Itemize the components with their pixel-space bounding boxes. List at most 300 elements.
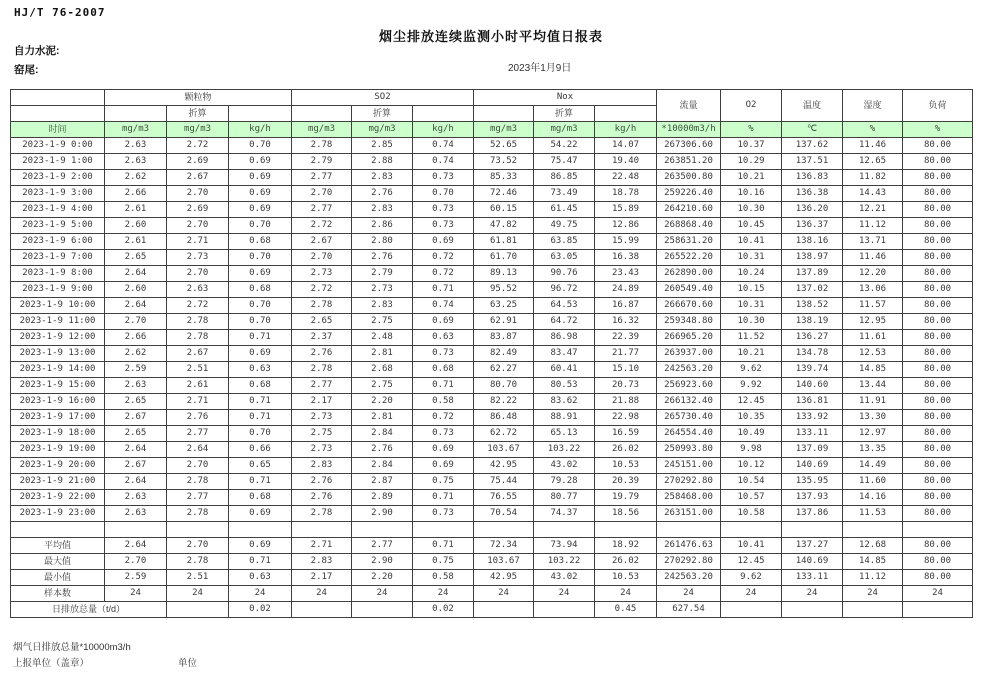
- value-cell: 140.60: [782, 378, 843, 394]
- value-cell: 90.76: [534, 266, 595, 282]
- daily-total-cell: [534, 602, 595, 618]
- value-cell: 10.21: [721, 170, 782, 186]
- summary-value-cell: 103.22: [534, 554, 595, 570]
- value-cell: 24.89: [595, 282, 657, 298]
- spacer-cell: [903, 522, 973, 538]
- value-cell: 0.70: [229, 218, 292, 234]
- value-cell: 10.45: [721, 218, 782, 234]
- value-cell: 2.70: [292, 186, 352, 202]
- value-cell: 74.37: [534, 506, 595, 522]
- value-cell: 10.53: [595, 458, 657, 474]
- summary-value-cell: 24: [657, 586, 721, 602]
- value-cell: 2.73: [292, 442, 352, 458]
- value-cell: 2.48: [352, 330, 413, 346]
- time-cell: 2023-1-9 22:00: [11, 490, 105, 506]
- summary-value-cell: 0.63: [229, 570, 292, 586]
- value-cell: 2.61: [167, 378, 229, 394]
- summary-value-cell: 24: [413, 586, 474, 602]
- col-load: 负荷: [903, 90, 973, 122]
- summary-row: [11, 538, 973, 554]
- summary-value-cell: 2.78: [167, 554, 229, 570]
- summary-label: 最小值: [11, 570, 105, 586]
- summary-value-cell: 24: [229, 586, 292, 602]
- value-cell: 80.00: [903, 266, 973, 282]
- value-cell: 80.00: [903, 282, 973, 298]
- time-header: 时间: [11, 122, 105, 138]
- value-cell: 2.66: [105, 330, 167, 346]
- value-cell: 265730.40: [657, 410, 721, 426]
- value-cell: 2.61: [105, 202, 167, 218]
- hour-row: [11, 442, 973, 458]
- spacer-cell: [843, 522, 903, 538]
- summary-value-cell: 24: [474, 586, 534, 602]
- value-cell: 2.72: [292, 218, 352, 234]
- value-cell: 20.39: [595, 474, 657, 490]
- hour-row: [11, 234, 973, 250]
- value-cell: 80.00: [903, 506, 973, 522]
- value-cell: 70.54: [474, 506, 534, 522]
- summary-value-cell: 0.71: [413, 538, 474, 554]
- value-cell: 10.30: [721, 314, 782, 330]
- unit-label: 单位: [178, 658, 198, 669]
- spacer-cell: [352, 522, 413, 538]
- spacer-cell: [782, 522, 843, 538]
- spacer-cell: [11, 522, 105, 538]
- value-cell: 60.41: [534, 362, 595, 378]
- value-cell: 258631.20: [657, 234, 721, 250]
- value-cell: 61.45: [534, 202, 595, 218]
- unit-cell: mg/m3: [474, 122, 534, 138]
- daily-total-cell: 0.02: [413, 602, 474, 618]
- value-cell: 10.57: [721, 490, 782, 506]
- value-cell: 80.77: [534, 490, 595, 506]
- value-cell: 0.73: [413, 346, 474, 362]
- value-cell: 14.85: [843, 362, 903, 378]
- daily-total-cell: 0.45: [595, 602, 657, 618]
- value-cell: 0.58: [413, 394, 474, 410]
- value-cell: 42.95: [474, 458, 534, 474]
- value-cell: 10.37: [721, 138, 782, 154]
- daily-total-cell: 627.54: [657, 602, 721, 618]
- value-cell: 80.70: [474, 378, 534, 394]
- value-cell: 2.83: [352, 170, 413, 186]
- value-cell: 2.69: [167, 202, 229, 218]
- value-cell: 26.02: [595, 442, 657, 458]
- summary-value-cell: 0.71: [229, 554, 292, 570]
- time-cell: 2023-1-9 16:00: [11, 394, 105, 410]
- value-cell: 2.62: [105, 346, 167, 362]
- time-cell: 2023-1-9 13:00: [11, 346, 105, 362]
- value-cell: 264554.40: [657, 426, 721, 442]
- spacer-cell: [474, 522, 534, 538]
- time-cell: 2023-1-9 11:00: [11, 314, 105, 330]
- value-cell: 0.69: [229, 186, 292, 202]
- summary-value-cell: 0.75: [413, 554, 474, 570]
- value-cell: 2.76: [167, 410, 229, 426]
- value-cell: 2.73: [292, 266, 352, 282]
- value-cell: 0.69: [413, 442, 474, 458]
- report-table-body: [11, 138, 973, 618]
- value-cell: 14.07: [595, 138, 657, 154]
- value-cell: 2.65: [105, 250, 167, 266]
- converted-label-pm: 折算: [167, 106, 229, 122]
- value-cell: 80.00: [903, 234, 973, 250]
- value-cell: 0.68: [229, 234, 292, 250]
- unit-cell: mg/m3: [534, 122, 595, 138]
- value-cell: 0.72: [413, 410, 474, 426]
- summary-value-cell: 12.45: [721, 554, 782, 570]
- value-cell: 0.63: [229, 362, 292, 378]
- summary-value-cell: 2.90: [352, 554, 413, 570]
- value-cell: 2.76: [292, 474, 352, 490]
- value-cell: 15.89: [595, 202, 657, 218]
- time-cell: 2023-1-9 7:00: [11, 250, 105, 266]
- value-cell: 2.76: [352, 442, 413, 458]
- value-cell: 2.83: [352, 298, 413, 314]
- summary-value-cell: 103.67: [474, 554, 534, 570]
- value-cell: 2.73: [167, 250, 229, 266]
- value-cell: 250993.80: [657, 442, 721, 458]
- value-cell: 2.88: [352, 154, 413, 170]
- value-cell: 2.60: [105, 282, 167, 298]
- value-cell: 2.68: [352, 362, 413, 378]
- summary-value-cell: 2.20: [352, 570, 413, 586]
- converted-label-nox: 折算: [534, 106, 595, 122]
- hour-row: [11, 474, 973, 490]
- hour-row: [11, 266, 973, 282]
- value-cell: 18.78: [595, 186, 657, 202]
- value-cell: 80.00: [903, 218, 973, 234]
- value-cell: 2.77: [292, 202, 352, 218]
- value-cell: 13.35: [843, 442, 903, 458]
- spacer-row: [11, 522, 973, 538]
- value-cell: 15.99: [595, 234, 657, 250]
- hour-row: [11, 138, 973, 154]
- value-cell: 0.73: [413, 218, 474, 234]
- value-cell: 258468.00: [657, 490, 721, 506]
- value-cell: 80.00: [903, 378, 973, 394]
- value-cell: 0.70: [229, 298, 292, 314]
- value-cell: 2.87: [352, 474, 413, 490]
- value-cell: 2.37: [292, 330, 352, 346]
- value-cell: 16.38: [595, 250, 657, 266]
- value-cell: 10.21: [721, 346, 782, 362]
- value-cell: 2.51: [167, 362, 229, 378]
- value-cell: 2.85: [352, 138, 413, 154]
- value-cell: 267306.60: [657, 138, 721, 154]
- value-cell: 0.69: [413, 234, 474, 250]
- value-cell: 80.53: [534, 378, 595, 394]
- daily-total-label: 日排放总量（t/d）: [11, 602, 167, 618]
- spacer-cell: [657, 522, 721, 538]
- value-cell: 259348.80: [657, 314, 721, 330]
- value-cell: 82.49: [474, 346, 534, 362]
- daily-total-cell: [721, 602, 782, 618]
- value-cell: 136.81: [782, 394, 843, 410]
- summary-value-cell: 11.12: [843, 570, 903, 586]
- value-cell: 136.83: [782, 170, 843, 186]
- value-cell: 12.53: [843, 346, 903, 362]
- value-cell: 2.79: [352, 266, 413, 282]
- value-cell: 13.44: [843, 378, 903, 394]
- value-cell: 2.67: [105, 458, 167, 474]
- value-cell: 80.00: [903, 138, 973, 154]
- value-cell: 95.52: [474, 282, 534, 298]
- group-particulate: 颗粒物: [105, 90, 292, 106]
- hour-row: [11, 426, 973, 442]
- summary-value-cell: 2.83: [292, 554, 352, 570]
- value-cell: 2.60: [105, 218, 167, 234]
- spacer-cell: [292, 522, 352, 538]
- group-so2: SO2: [292, 90, 474, 106]
- value-cell: 11.12: [843, 218, 903, 234]
- value-cell: 11.46: [843, 250, 903, 266]
- time-cell: 2023-1-9 8:00: [11, 266, 105, 282]
- value-cell: 0.69: [413, 458, 474, 474]
- header-group-row: [11, 90, 973, 106]
- summary-label: 样本数: [11, 586, 105, 602]
- summary-value-cell: 0.58: [413, 570, 474, 586]
- value-cell: 80.00: [903, 394, 973, 410]
- summary-value-cell: 2.59: [105, 570, 167, 586]
- value-cell: 80.00: [903, 202, 973, 218]
- summary-value-cell: 80.00: [903, 570, 973, 586]
- time-cell: 2023-1-9 23:00: [11, 506, 105, 522]
- value-cell: 103.22: [534, 442, 595, 458]
- value-cell: 2.77: [167, 426, 229, 442]
- spacer-cell: [534, 522, 595, 538]
- value-cell: 10.30: [721, 202, 782, 218]
- value-cell: 0.70: [229, 314, 292, 330]
- summary-value-cell: 80.00: [903, 538, 973, 554]
- hour-row: [11, 154, 973, 170]
- value-cell: 11.91: [843, 394, 903, 410]
- unit-cell: mg/m3: [105, 122, 167, 138]
- value-cell: 21.88: [595, 394, 657, 410]
- value-cell: 80.00: [903, 186, 973, 202]
- value-cell: 2.67: [167, 346, 229, 362]
- value-cell: 80.00: [903, 250, 973, 266]
- time-cell: 2023-1-9 14:00: [11, 362, 105, 378]
- summary-value-cell: 24: [721, 586, 782, 602]
- value-cell: 139.74: [782, 362, 843, 378]
- value-cell: 52.65: [474, 138, 534, 154]
- value-cell: 14.49: [843, 458, 903, 474]
- value-cell: 2.63: [105, 138, 167, 154]
- value-cell: 61.81: [474, 234, 534, 250]
- value-cell: 88.91: [534, 410, 595, 426]
- value-cell: 138.97: [782, 250, 843, 266]
- value-cell: 2.76: [292, 346, 352, 362]
- value-cell: 0.68: [413, 362, 474, 378]
- time-cell: 2023-1-9 15:00: [11, 378, 105, 394]
- hour-row: [11, 490, 973, 506]
- value-cell: 0.75: [413, 474, 474, 490]
- value-cell: 0.65: [229, 458, 292, 474]
- time-cell: 2023-1-9 6:00: [11, 234, 105, 250]
- summary-row: [11, 570, 973, 586]
- value-cell: 0.69: [229, 202, 292, 218]
- value-cell: 12.20: [843, 266, 903, 282]
- value-cell: 2.70: [167, 458, 229, 474]
- value-cell: 2.63: [105, 378, 167, 394]
- value-cell: 63.25: [474, 298, 534, 314]
- hour-row: [11, 218, 973, 234]
- summary-value-cell: 2.77: [352, 538, 413, 554]
- summary-value-cell: 133.11: [782, 570, 843, 586]
- value-cell: 10.58: [721, 506, 782, 522]
- value-cell: 2.73: [352, 282, 413, 298]
- flow-total-note: 烟气日排放总量*10000m3/h: [13, 642, 131, 653]
- value-cell: 136.38: [782, 186, 843, 202]
- value-cell: 2.84: [352, 458, 413, 474]
- value-cell: 9.98: [721, 442, 782, 458]
- value-cell: 2.70: [167, 266, 229, 282]
- company-line: 自力水泥:: [14, 45, 60, 57]
- value-cell: 62.91: [474, 314, 534, 330]
- value-cell: 14.16: [843, 490, 903, 506]
- value-cell: 136.20: [782, 202, 843, 218]
- hour-row: [11, 314, 973, 330]
- summary-value-cell: 137.27: [782, 538, 843, 554]
- unit-cell: mg/m3: [167, 122, 229, 138]
- summary-value-cell: 2.71: [292, 538, 352, 554]
- value-cell: 18.56: [595, 506, 657, 522]
- value-cell: 2.63: [105, 154, 167, 170]
- value-cell: 135.95: [782, 474, 843, 490]
- report-table: [10, 89, 973, 618]
- value-cell: 0.69: [413, 314, 474, 330]
- value-cell: 138.16: [782, 234, 843, 250]
- value-cell: 64.53: [534, 298, 595, 314]
- value-cell: 262890.00: [657, 266, 721, 282]
- daily-total-cell: [352, 602, 413, 618]
- value-cell: 12.21: [843, 202, 903, 218]
- summary-value-cell: 10.53: [595, 570, 657, 586]
- value-cell: 265522.20: [657, 250, 721, 266]
- time-cell: 2023-1-9 5:00: [11, 218, 105, 234]
- value-cell: 76.55: [474, 490, 534, 506]
- value-cell: 63.05: [534, 250, 595, 266]
- summary-value-cell: 24: [903, 586, 973, 602]
- corner-cell: [11, 90, 105, 106]
- value-cell: 10.15: [721, 282, 782, 298]
- value-cell: 2.17: [292, 394, 352, 410]
- value-cell: 2.77: [292, 378, 352, 394]
- page-title: 烟尘排放连续监测小时平均值日报表: [378, 29, 603, 44]
- summary-value-cell: 24: [352, 586, 413, 602]
- value-cell: 2.78: [167, 330, 229, 346]
- col-o2: O2: [721, 90, 782, 122]
- value-cell: 49.75: [534, 218, 595, 234]
- spacer-cell: [721, 522, 782, 538]
- value-cell: 13.06: [843, 282, 903, 298]
- value-cell: 137.93: [782, 490, 843, 506]
- value-cell: 73.49: [534, 186, 595, 202]
- unit-cell: kg/h: [229, 122, 292, 138]
- value-cell: 0.70: [413, 186, 474, 202]
- value-cell: 10.24: [721, 266, 782, 282]
- value-cell: 0.72: [413, 266, 474, 282]
- value-cell: 10.41: [721, 234, 782, 250]
- value-cell: 13.71: [843, 234, 903, 250]
- hour-row: [11, 298, 973, 314]
- hour-row: [11, 410, 973, 426]
- hour-row: [11, 346, 973, 362]
- hour-row: [11, 282, 973, 298]
- value-cell: 2.76: [292, 490, 352, 506]
- value-cell: 2.79: [292, 154, 352, 170]
- value-cell: 11.52: [721, 330, 782, 346]
- value-cell: 65.13: [534, 426, 595, 442]
- value-cell: 137.51: [782, 154, 843, 170]
- value-cell: 22.39: [595, 330, 657, 346]
- value-cell: 11.82: [843, 170, 903, 186]
- value-cell: 19.79: [595, 490, 657, 506]
- summary-value-cell: 2.17: [292, 570, 352, 586]
- time-cell: 2023-1-9 10:00: [11, 298, 105, 314]
- value-cell: 2.72: [292, 282, 352, 298]
- summary-value-cell: 24: [167, 586, 229, 602]
- value-cell: 89.13: [474, 266, 534, 282]
- hour-row: [11, 250, 973, 266]
- daily-total-cell: 0.02: [229, 602, 292, 618]
- value-cell: 266965.20: [657, 330, 721, 346]
- col-temperature: 温度: [782, 90, 843, 122]
- value-cell: 0.71: [413, 490, 474, 506]
- value-cell: 2.63: [105, 490, 167, 506]
- value-cell: 2.62: [105, 170, 167, 186]
- value-cell: 2.63: [105, 506, 167, 522]
- time-cell: 2023-1-9 2:00: [11, 170, 105, 186]
- spacer-cell: [595, 522, 657, 538]
- summary-value-cell: 140.69: [782, 554, 843, 570]
- summary-value-cell: 9.62: [721, 570, 782, 586]
- spacer-cell: [167, 522, 229, 538]
- value-cell: 12.97: [843, 426, 903, 442]
- value-cell: 12.86: [595, 218, 657, 234]
- value-cell: 2.83: [292, 458, 352, 474]
- value-cell: 2.80: [352, 234, 413, 250]
- value-cell: 0.73: [413, 506, 474, 522]
- value-cell: 43.02: [534, 458, 595, 474]
- value-cell: 0.63: [413, 330, 474, 346]
- value-cell: 21.77: [595, 346, 657, 362]
- value-cell: 0.72: [413, 250, 474, 266]
- spacer-cell: [413, 522, 474, 538]
- value-cell: 10.49: [721, 426, 782, 442]
- value-cell: 12.95: [843, 314, 903, 330]
- value-cell: 75.44: [474, 474, 534, 490]
- value-cell: 0.70: [229, 250, 292, 266]
- time-cell: 2023-1-9 12:00: [11, 330, 105, 346]
- value-cell: 2.77: [292, 170, 352, 186]
- value-cell: 136.37: [782, 218, 843, 234]
- value-cell: 2.78: [167, 474, 229, 490]
- value-cell: 2.75: [292, 426, 352, 442]
- summary-value-cell: 24: [534, 586, 595, 602]
- time-cell: 2023-1-9 9:00: [11, 282, 105, 298]
- value-cell: 80.00: [903, 330, 973, 346]
- value-cell: 2.81: [352, 410, 413, 426]
- unit-cell: *10000m3/h: [657, 122, 721, 138]
- value-cell: 80.00: [903, 490, 973, 506]
- time-cell: 2023-1-9 21:00: [11, 474, 105, 490]
- summary-value-cell: 2.64: [105, 538, 167, 554]
- value-cell: 61.70: [474, 250, 534, 266]
- summary-value-cell: 2.70: [105, 554, 167, 570]
- value-cell: 47.82: [474, 218, 534, 234]
